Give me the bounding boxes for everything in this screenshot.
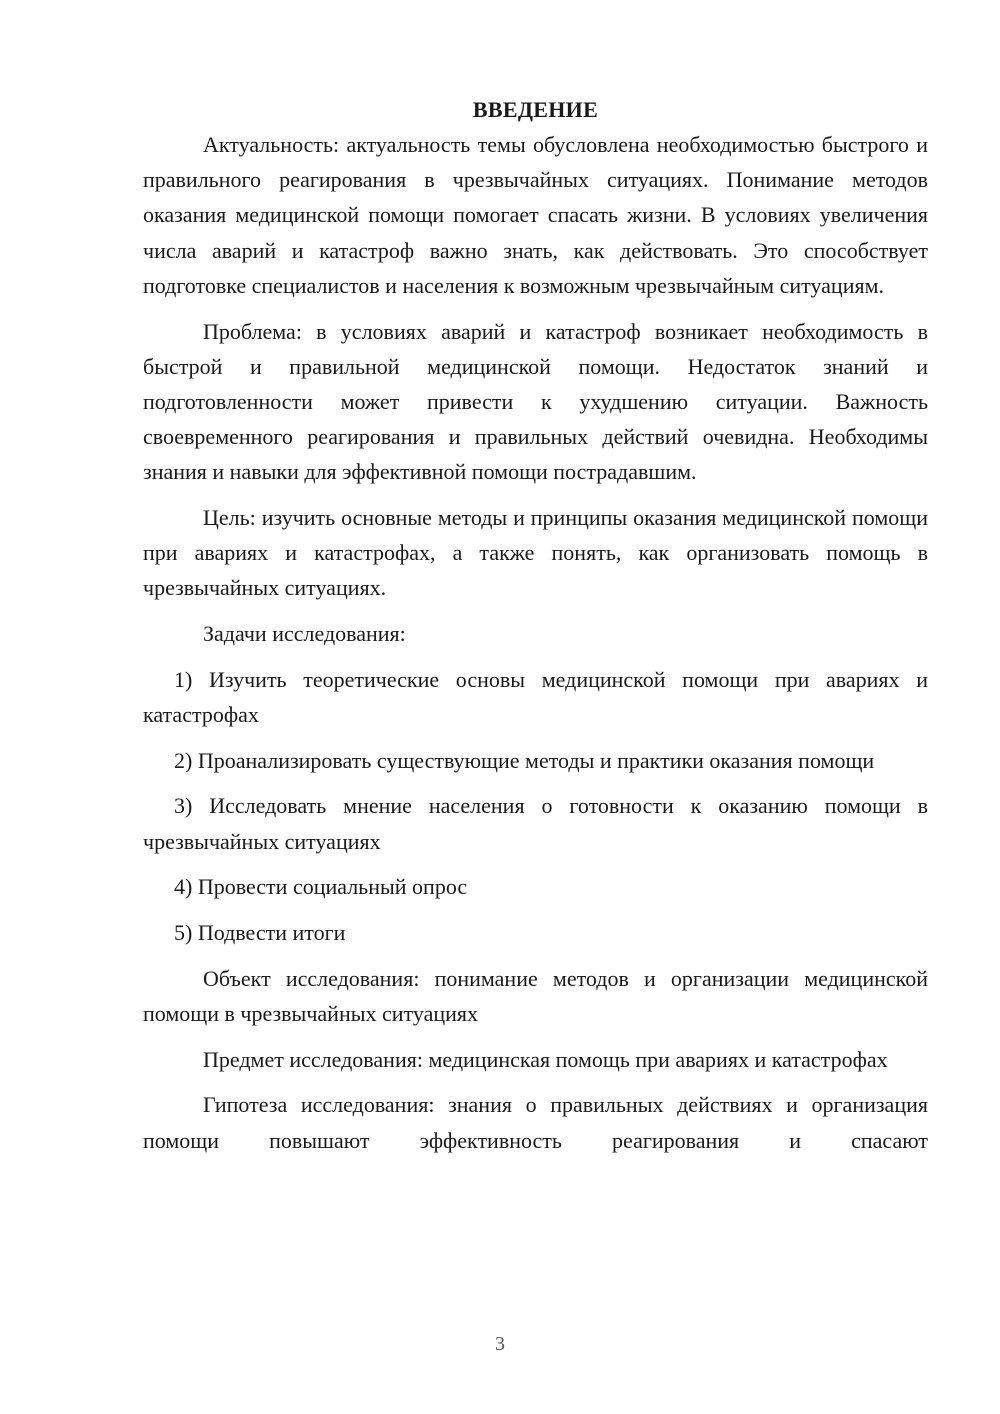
page-number: 3 <box>495 1333 505 1355</box>
task-item-3: 3) Исследовать мнение населения о готовности к оказанию помощи в чрезвычайных ситуациях <box>143 793 928 854</box>
paragraph-tasks-heading: Задачи исследования: <box>203 621 406 647</box>
paragraph-goal: Цель: изучить основные методы и принципы оказания медицинской помощи при авариях и катастрофах, а также понять, как организовать помощь в чрезвычайных ситуациях. <box>143 505 928 601</box>
paragraph-relevance: Актуальность: актуальность темы обусловлена необходимостью быстрого и правильного реагирования в чрезвычайных ситуациях. Понимание методов оказания медицинской помощи помогает спасать жизни. В условиях увеличения числа аварий и катастроф важно знать, как действовать. Это способствует подготовке специалистов и населения к возможным чрезвычайным ситуациям. <box>143 132 928 298</box>
paragraph-object: Объект исследования: понимание методов и организации медицинской помощи в чрезвычайных ситуациях <box>143 965 928 1026</box>
paragraph-subject: Предмет исследования: медицинская помощь при авариях и катастрофах <box>203 1046 888 1072</box>
paragraph-problem: Проблема: в условиях аварий и катастроф возникает необходимость в быстрой и правильной медицинской помощи. Недостаток знаний и подготовленности может привести к ухудшению ситуации. Важность своевременного реагирования и правильных действий очевидна. Необходимы знания и навыки для эффективной помощи пострадавшим. <box>143 318 928 485</box>
task-item-2: 2) Проанализировать существующие методы и практики оказания помощи <box>174 747 875 773</box>
paragraph-hypothesis: Гипотеза исследования: знания о правильных действиях и организация помощи повышают эффективность реагирования и спасают <box>143 1092 928 1153</box>
task-item-5: 5) Подвести итоги <box>174 920 346 946</box>
document-page <box>143 92 928 1168</box>
task-item-4: 4) Провести социальный опрос <box>174 874 468 900</box>
section-title: ВВЕДЕНИЕ <box>472 97 599 122</box>
task-item-1: 1) Изучить теоретические основы медицинской помощи при авариях и катастрофах <box>143 666 928 728</box>
